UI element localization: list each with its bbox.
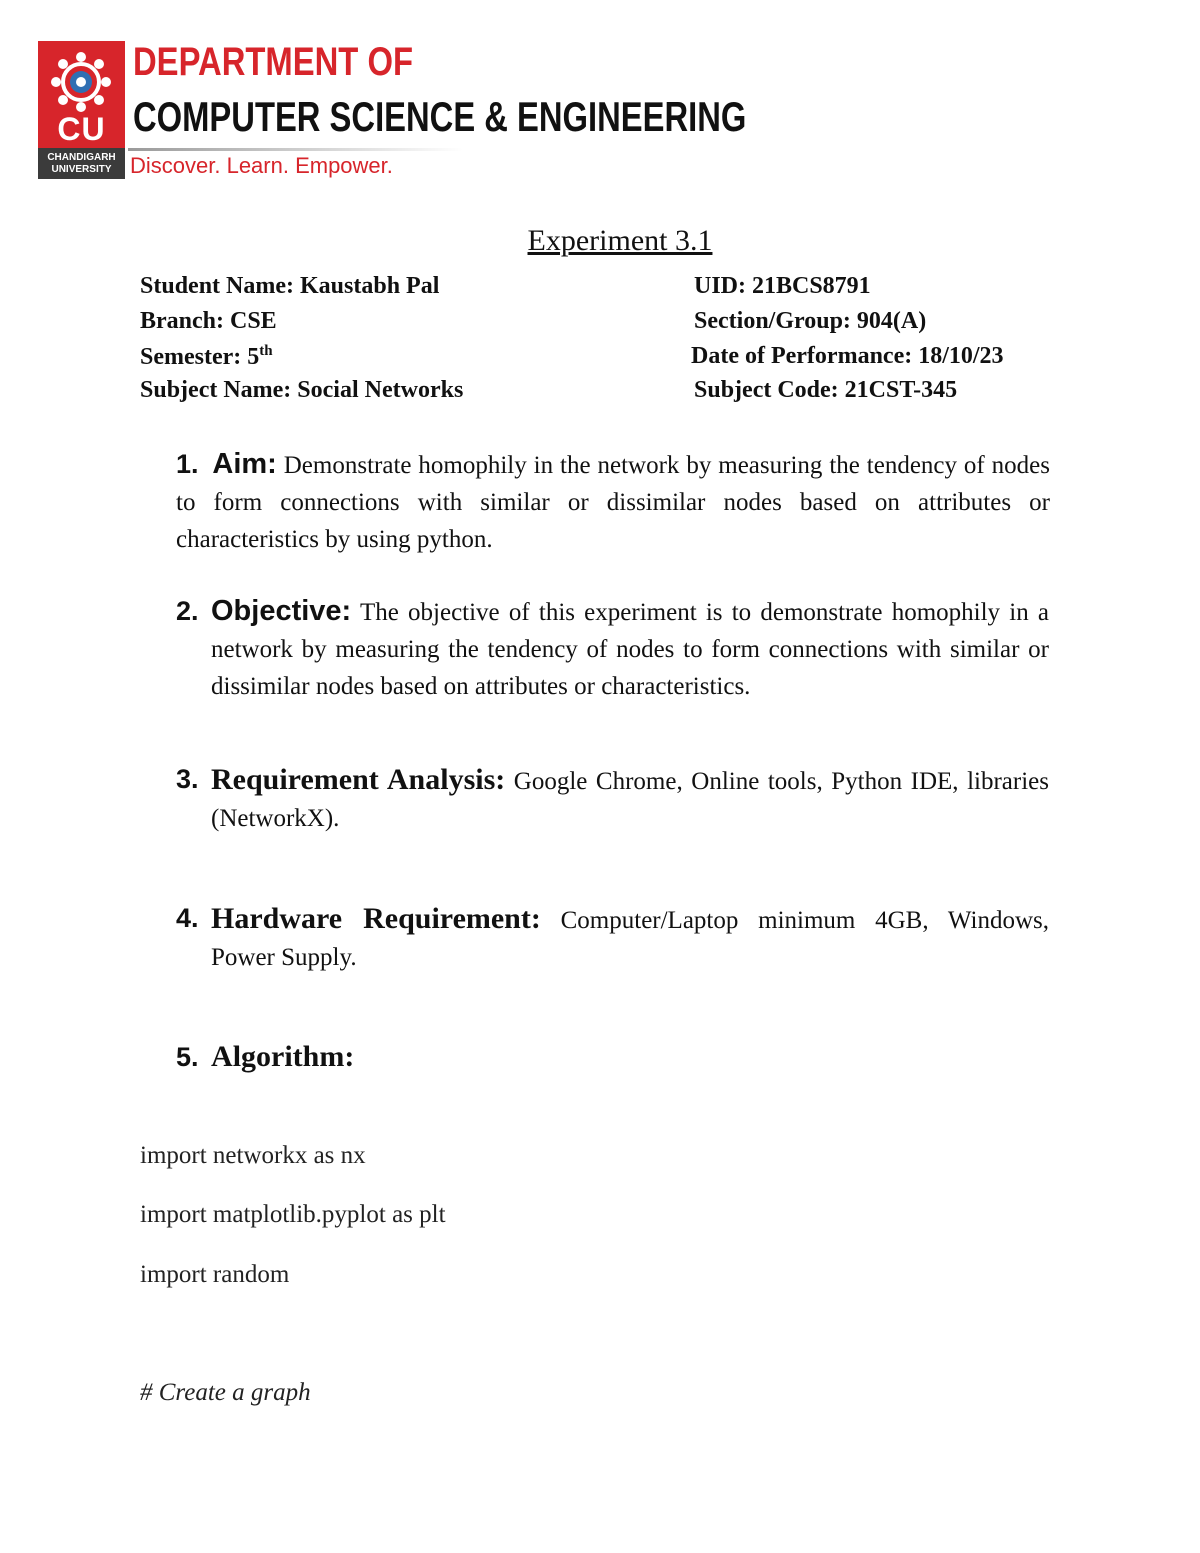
date-of-performance: Date of Performance: 18/10/23 (691, 343, 1004, 369)
section-text: Demonstrate homophily in the network by measuring the tendency of nodes to form connections with similar or dissimilar nodes based on attributes or characteristics by using python. (176, 452, 1051, 553)
semester (140, 343, 273, 371)
section-requirement-number (176, 761, 199, 799)
section-aim (176, 446, 1050, 558)
student-name: Student Name: Kaustabh Pal (140, 273, 440, 299)
logo-text: CU (57, 111, 106, 147)
code-line: import random (140, 1261, 290, 1288)
tagline: Discover. Learn. Empower. (130, 153, 393, 178)
section-number: 4. (176, 903, 199, 933)
section-heading: Hardware Requirement: (211, 902, 541, 935)
section-text: The objective of this experiment is to demonstrate homophily in a network by measuring the tendency of nodes to form connections with similar or dissimilar nodes based on attributes or characteristics. (211, 599, 1049, 700)
subject-name: Subject Name: Social Networks (140, 377, 464, 403)
university-logo (38, 41, 125, 179)
department-heading: DEPARTMENT OF (133, 40, 414, 84)
section-number: 1. (176, 449, 199, 479)
logo-university-name: CHANDIGARH UNIVERSITY (38, 148, 125, 179)
code-line: import networkx as nx (140, 1142, 366, 1169)
section-objective (211, 593, 1049, 705)
gear-wheel-icon (48, 51, 115, 113)
section-group: Section/Group: 904(A) (694, 308, 927, 334)
subject-code: Subject Code: 21CST-345 (694, 377, 958, 403)
section-number: 3. (176, 764, 199, 794)
section-text: Google Chrome, Online tools, Python IDE, libraries (NetworkX). (211, 768, 1049, 832)
experiment-title: Experiment 3.1 (527, 224, 713, 257)
section-requirement-analysis (211, 761, 1049, 837)
semester-suffix: th (259, 343, 273, 359)
uid: UID: 21BCS8791 (694, 273, 871, 299)
code-line: import matplotlib.pyplot as plt (140, 1201, 446, 1228)
section-text: Computer/Laptop minimum 4GB, Windows, Power Supply. (211, 907, 1049, 971)
section-algorithm (176, 1038, 354, 1077)
section-heading: Algorithm: (211, 1040, 355, 1073)
section-hardware-number (176, 900, 199, 938)
section-number: 5. (176, 1042, 199, 1072)
department-name: COMPUTER SCIENCE & ENGINEERING (133, 93, 747, 140)
section-heading: Requirement Analysis: (211, 763, 506, 796)
branch: Branch: CSE (140, 308, 277, 334)
section-heading: Aim: (212, 448, 277, 480)
section-hardware-requirement (211, 900, 1049, 976)
section-objective-number (176, 593, 199, 631)
section-heading: Objective: (211, 595, 352, 627)
semester-text: Semester: 5 (140, 344, 260, 370)
header-divider (128, 148, 463, 151)
code-comment: # Create a graph (140, 1379, 311, 1406)
section-number: 2. (176, 596, 199, 626)
